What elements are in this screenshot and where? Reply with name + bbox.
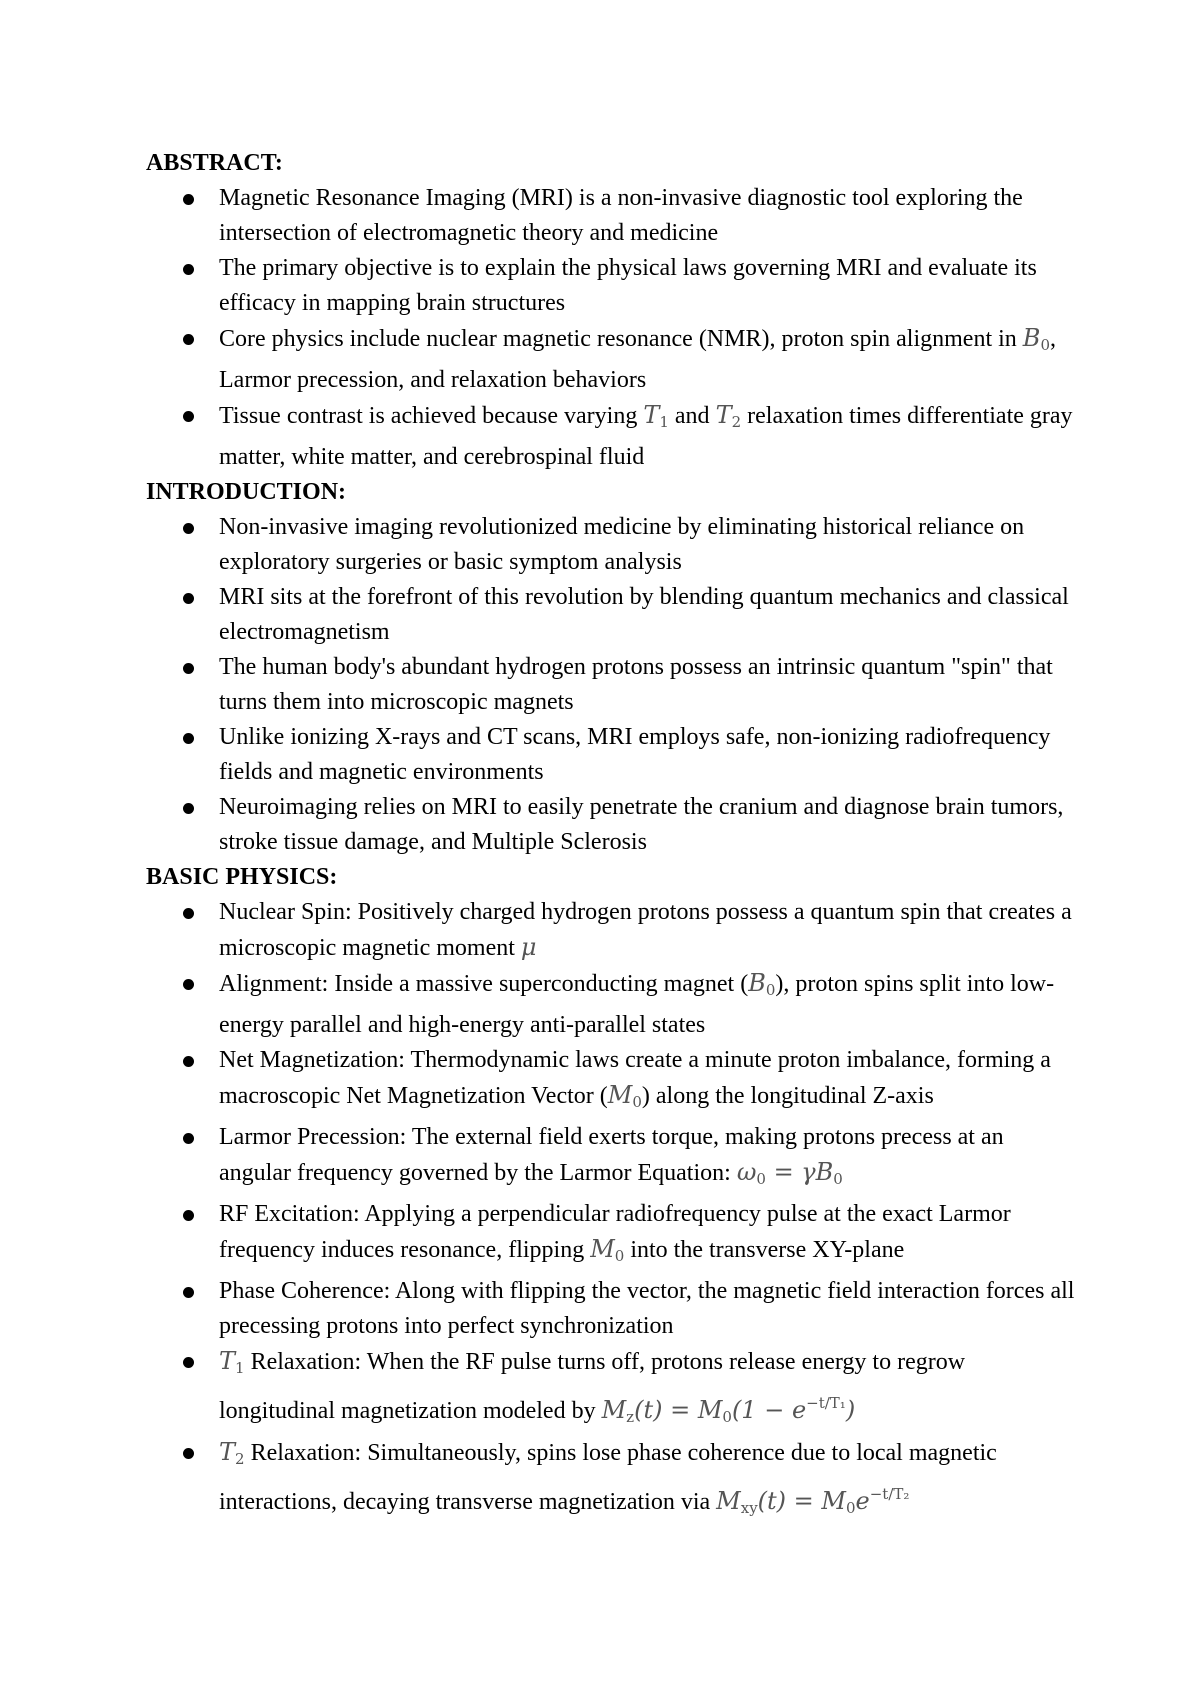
math-subscript: z (626, 1408, 635, 1426)
text-run: Larmor Precession: The external field exerts torque, making protons precess at an angular frequency governed by the Larmor Equation: (219, 1124, 1004, 1186)
math-subscript: 1 (235, 1359, 245, 1377)
list-item (146, 966, 1076, 1043)
list-item-text: Non-invasive imaging revolutionized medicine by eliminating historical reliance on exploratory surgeries or basic symptom analysis (219, 514, 1025, 575)
math-expression (219, 1347, 245, 1375)
list-item (146, 510, 1076, 580)
section-abstract (146, 146, 1076, 475)
math-subscript: 0 (845, 1499, 856, 1517)
list-item-text: Magnetic Resonance Imaging (MRI) is a non-invasive diagnostic tool exploring the intersection of electromagnetic theory and medicine (219, 185, 1023, 246)
math-symbol: M (601, 1396, 627, 1424)
list-item (146, 1344, 1076, 1435)
bullet-dot (183, 908, 194, 919)
list-item-text (219, 899, 1072, 961)
list-item (146, 398, 1076, 475)
bullet-dot (183, 1448, 194, 1459)
math-expression (766, 1158, 843, 1186)
math-symbol: ω (736, 1158, 757, 1186)
math-symbol: M (607, 1081, 633, 1109)
math-symbol: T (219, 1438, 236, 1466)
math-symbol: T (715, 401, 732, 429)
bullet-list (146, 895, 1076, 1526)
list-item-text (219, 403, 1073, 470)
list-item (146, 1120, 1076, 1197)
math-symbol: M (716, 1487, 741, 1515)
list-item (146, 1435, 1076, 1526)
math-expression (716, 1487, 758, 1515)
math-subscript: 0 (614, 1247, 625, 1265)
math-subscript: 0 (833, 1170, 843, 1188)
list-item-text (219, 1124, 1004, 1186)
math-expression (716, 401, 742, 429)
section-introduction (146, 475, 1076, 860)
text-run: Relaxation: Simultaneously, spins lose phase coherence due to local magnetic interactions, decaying transverse magnetization via (219, 1440, 997, 1515)
math-superscript: −t/T₁ (806, 1394, 846, 1412)
math-expression (748, 969, 775, 997)
list-item-text: Phase Coherence: Along with flipping the vector, the magnetic field interaction forces all precessing protons into perfect synchronization (219, 1278, 1075, 1339)
math-expression (590, 1235, 624, 1263)
math-expression (737, 1158, 766, 1186)
list-item-text (219, 326, 1056, 393)
list-item (146, 720, 1076, 790)
bullet-dot (183, 1133, 194, 1144)
math-symbol: ) (845, 1396, 856, 1424)
list-item-text: MRI sits at the forefront of this revolution by blending quantum mechanics and classical electromagnetism (219, 584, 1069, 645)
section-basic-physics (146, 860, 1076, 1526)
list-item-text (219, 1201, 1011, 1263)
math-subscript: 1 (659, 413, 669, 431)
bullet-list (146, 181, 1076, 475)
list-item (146, 321, 1076, 398)
math-symbol: B (748, 969, 766, 997)
bullet-dot (183, 194, 194, 205)
list-item-text (219, 971, 1054, 1038)
list-item (146, 181, 1076, 251)
text-run: relaxation times differentiate gray matter, white matter, and cerebrospinal fluid (219, 403, 1073, 470)
math-subscript: 0 (722, 1408, 732, 1426)
text-run: RF Excitation: Applying a perpendicular radiofrequency pulse at the exact Larmor frequency induces resonance, flipping (219, 1201, 1011, 1263)
math-expression (846, 1396, 855, 1424)
bullet-dot (183, 1056, 194, 1067)
bullet-dot (183, 803, 194, 814)
text-run: ) along the longitudinal Z-axis (641, 1083, 934, 1109)
math-symbol: (1 − e (731, 1396, 807, 1424)
bullet-dot (183, 1357, 194, 1368)
text-run: Tissue contrast is achieved because varying (219, 403, 644, 429)
math-symbol: T (219, 1347, 236, 1375)
text-run: into the transverse XY-plane (624, 1237, 905, 1263)
math-symbol: B (1022, 324, 1041, 352)
text-run: and (668, 403, 716, 429)
math-symbol: (t) = M (757, 1487, 846, 1515)
list-item (146, 1197, 1076, 1274)
math-expression (732, 1396, 846, 1424)
list-item-text (219, 1047, 1051, 1109)
math-expression (643, 401, 669, 429)
list-item (146, 790, 1076, 860)
list-item (146, 1043, 1076, 1120)
math-superscript: −t/T₂ (869, 1485, 910, 1503)
math-expression (521, 933, 537, 961)
bullet-dot (183, 523, 194, 534)
text-run: Net Magnetization: Thermodynamic laws create a minute proton imbalance, forming a macroscopic Net Magnetization Vector ( (219, 1047, 1051, 1109)
section-heading: INTRODUCTION: (146, 479, 347, 505)
math-expression (758, 1487, 856, 1515)
text-run: Alignment: Inside a massive superconducting magnet ( (219, 971, 749, 997)
list-item-text (219, 1440, 997, 1515)
math-symbol: = γB (765, 1158, 834, 1186)
bullet-dot (183, 1210, 194, 1221)
list-item (146, 650, 1076, 720)
math-subscript: 0 (765, 981, 776, 999)
list-item-text: Neuroimaging relies on MRI to easily penetrate the cranium and diagnose brain tumors, stroke tissue damage, and Multiple Sclerosis (219, 794, 1064, 855)
section-heading: BASIC PHYSICS: (146, 864, 338, 890)
text-run: Core physics include nuclear magnetic resonance (NMR), proton spin alignment in (219, 326, 1023, 352)
bullet-list (146, 510, 1076, 860)
math-subscript: 0 (632, 1093, 642, 1111)
bullet-dot (183, 979, 194, 990)
math-expression (219, 1438, 245, 1466)
list-item (146, 251, 1076, 321)
bullet-dot (183, 733, 194, 744)
bullet-dot (183, 334, 194, 345)
math-subscript: 2 (731, 413, 742, 431)
math-expression (634, 1396, 732, 1424)
math-subscript: 2 (235, 1450, 245, 1468)
document-body (146, 146, 1076, 1526)
text-run: Relaxation: When the RF pulse turns off, protons release energy to regrow longitudinal magnetization modeled by (219, 1349, 966, 1424)
bullet-dot (183, 264, 194, 275)
bullet-dot (183, 411, 194, 422)
math-subscript: 0 (1040, 336, 1050, 354)
math-expression (856, 1487, 910, 1515)
math-symbol: μ (520, 933, 537, 961)
math-symbol: e (855, 1487, 870, 1515)
list-item (146, 580, 1076, 650)
text-run: Nuclear Spin: Positively charged hydrogen protons possess a quantum spin that creates a microscopic magnetic moment (219, 899, 1072, 961)
list-item (146, 1274, 1076, 1344)
section-heading: ABSTRACT: (146, 150, 283, 176)
bullet-dot (183, 663, 194, 674)
list-item (146, 895, 1076, 966)
text-run: , Larmor precession, and relaxation behaviors (219, 326, 1056, 393)
bullet-dot (183, 1287, 194, 1298)
math-subscript: 0 (756, 1170, 766, 1188)
math-subscript: xy (740, 1499, 758, 1517)
list-item-text: The primary objective is to explain the physical laws governing MRI and evaluate its efficacy in mapping brain structures (219, 255, 1037, 316)
math-symbol: M (590, 1235, 615, 1263)
math-symbol: (t) = M (634, 1396, 723, 1424)
math-expression (602, 1396, 634, 1424)
text-run: ), proton spins split into low-energy parallel and high-energy anti-parallel states (219, 971, 1055, 1038)
math-expression (1023, 324, 1050, 352)
list-item-text (219, 1349, 965, 1424)
bullet-dot (183, 593, 194, 604)
math-expression (608, 1081, 642, 1109)
list-item-text: Unlike ionizing X-rays and CT scans, MRI employs safe, non-ionizing radiofrequency fields and magnetic environments (219, 724, 1051, 785)
list-item-text: The human body's abundant hydrogen protons possess an intrinsic quantum "spin" that turns them into microscopic magnets (219, 654, 1053, 715)
math-symbol: T (643, 401, 660, 429)
